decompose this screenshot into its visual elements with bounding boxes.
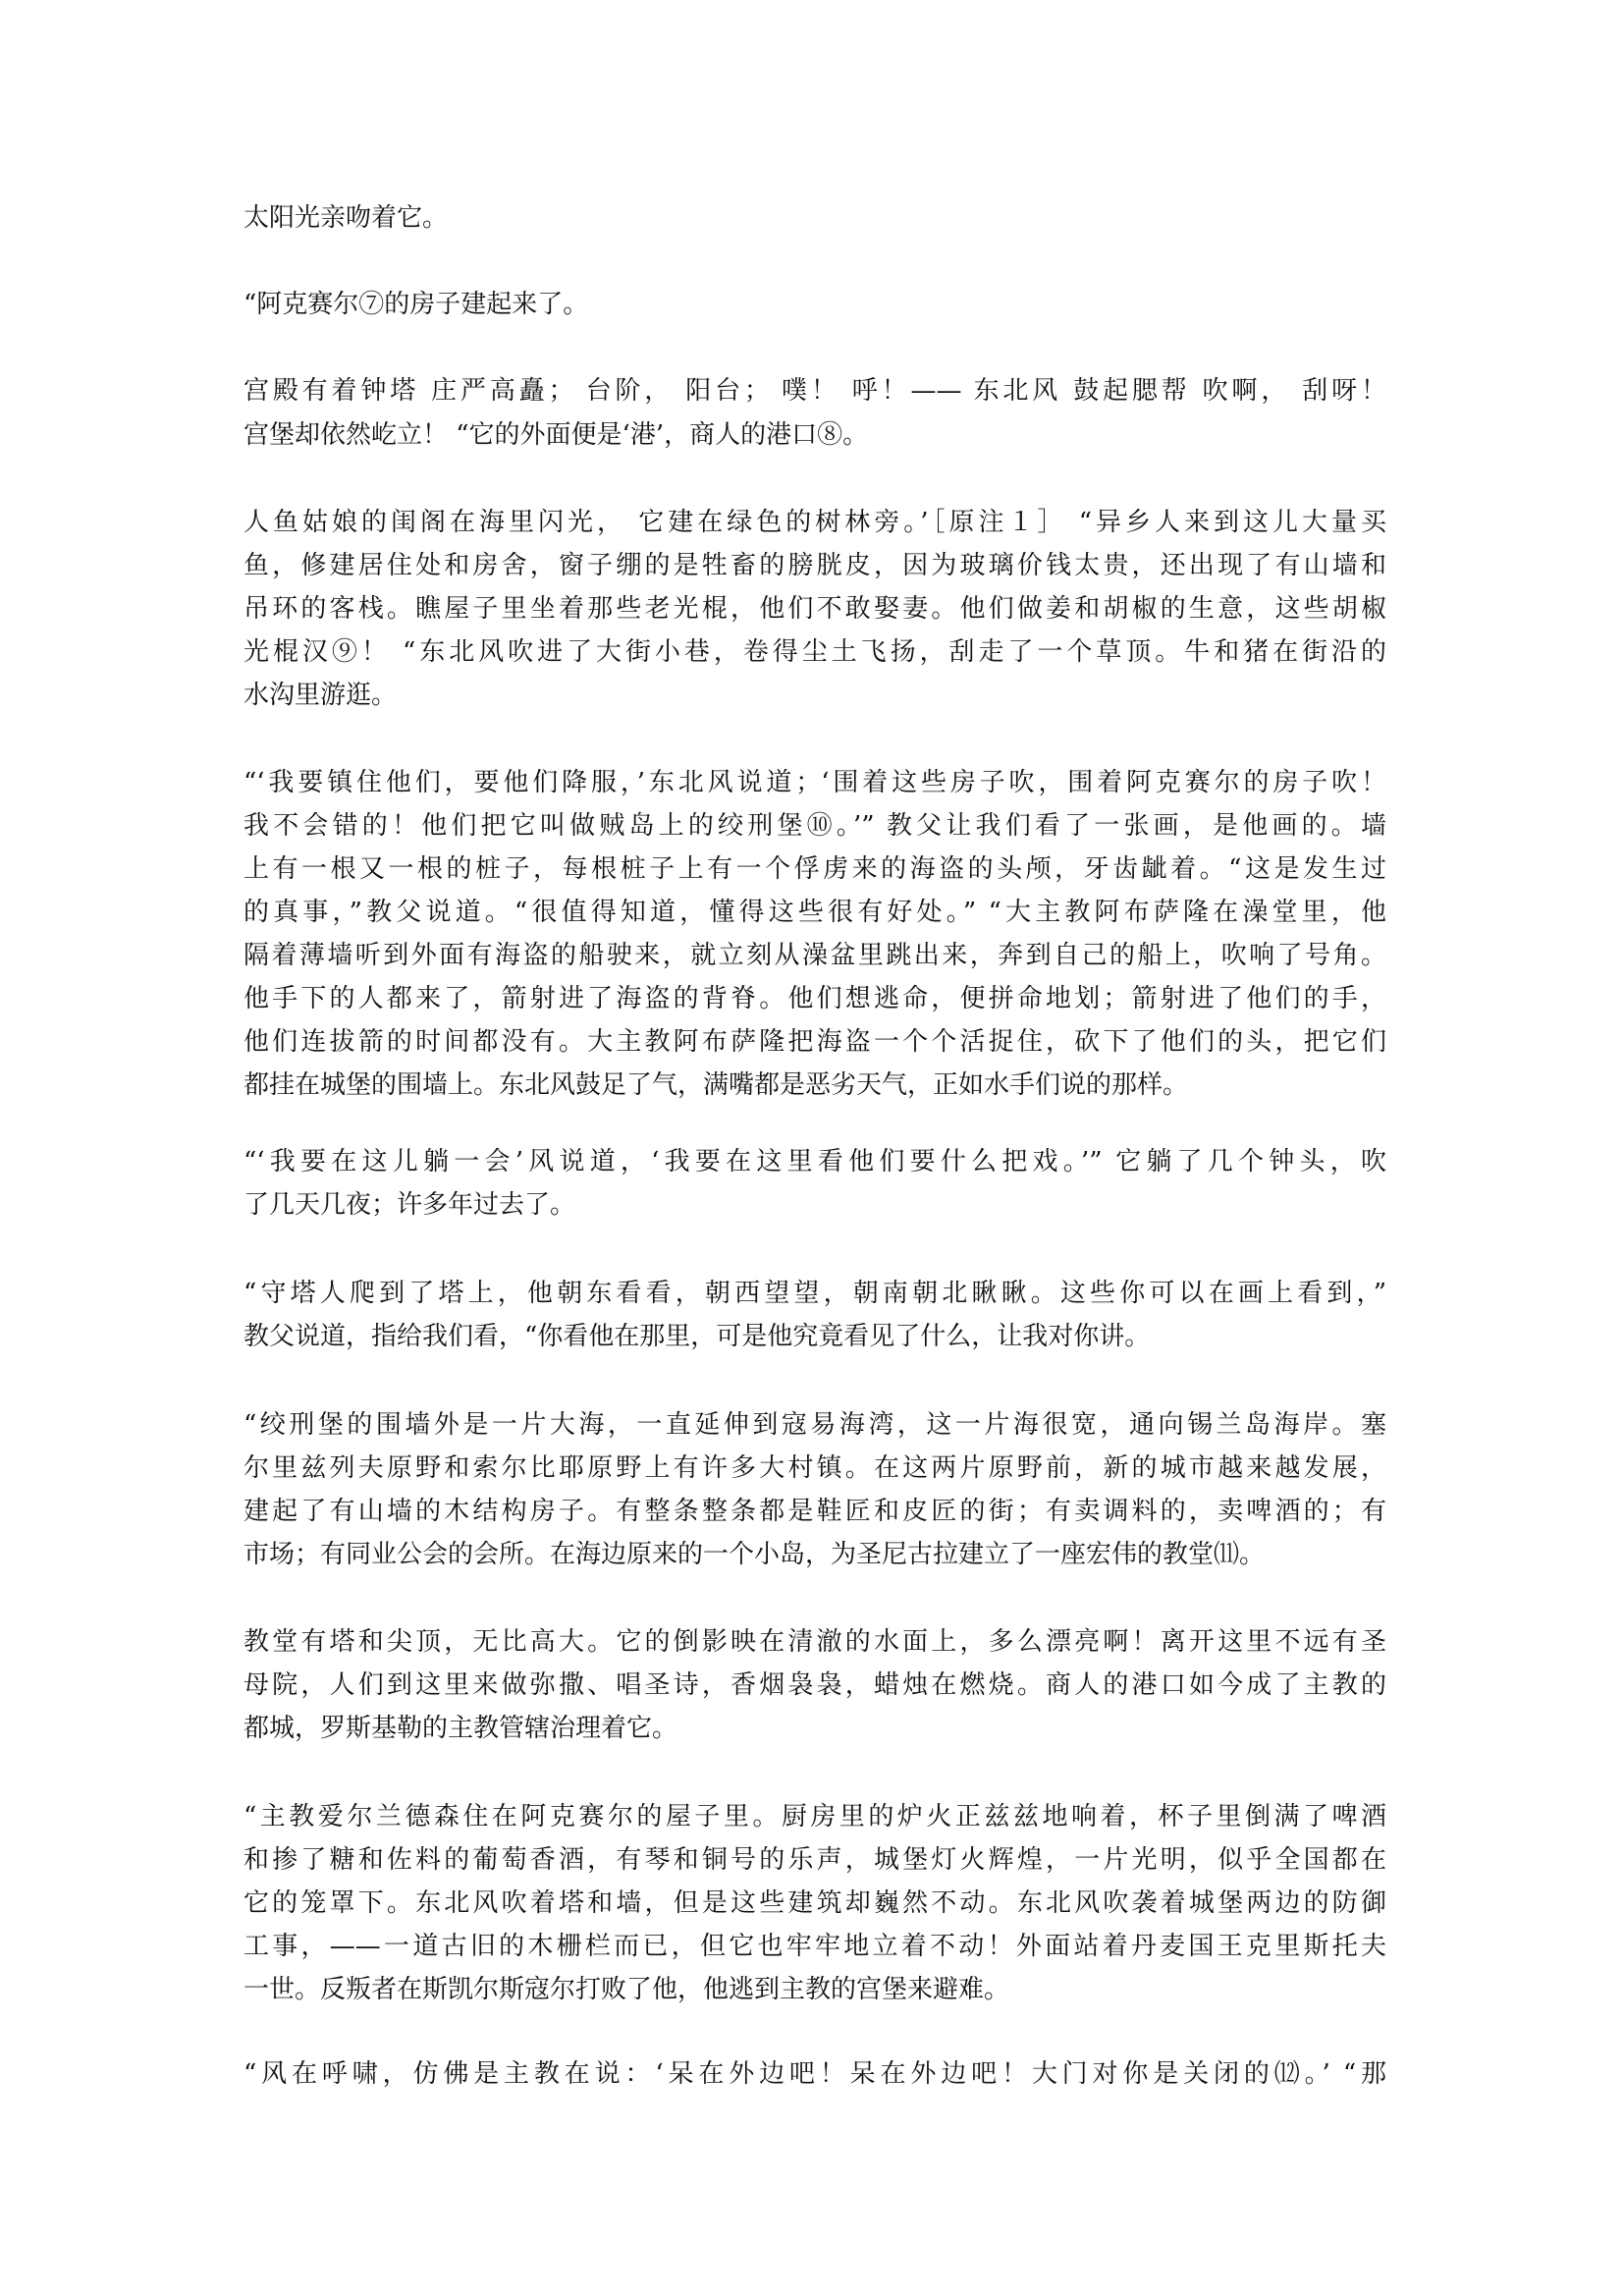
text-line: 他们连拔箭的时间都没有。大主教阿布萨隆把海盗一个个活捉住，砍下了他们的头，把它们	[243, 1027, 1386, 1057]
text-line: 水沟里游逛。	[243, 681, 398, 710]
text-line: “风在呼啸，仿佛是主教在说：‘呆在外边吧！呆在外边吧！大门对你是关闭的⑿。’ “那	[243, 2059, 1386, 2089]
document-page	[243, 0, 1386, 2296]
text-line: 宫堡却依然屹立！ “它的外面便是‘港’，商人的港口⑧。	[243, 420, 869, 450]
text-line: 母院，人们到这里来做弥撒、唱圣诗，香烟袅袅，蜡烛在燃烧。商人的港口如今成了主教的	[243, 1670, 1386, 1700]
text-line: 尔里兹列夫原野和索尔比耶原野上有许多大村镇。在这两片原野前，新的城市越来越发展，	[243, 1453, 1386, 1483]
text-line: 上有一根又一根的桩子，每根桩子上有一个俘虏来的海盗的头颅，牙齿龇着。“这是发生过	[243, 854, 1386, 884]
text-line: 它的笼罩下。东北风吹着塔和墙，但是这些建筑却巍然不动。东北风吹袭着城堡两边的防御	[243, 1888, 1386, 1918]
text-line: 了几天几夜；许多年过去了。	[243, 1190, 576, 1220]
text-line: “‘我要在这儿躺一会’风说道，‘我要在这里看他们要什么把戏。’” 它躺了几个钟头，吹	[243, 1147, 1386, 1176]
text-line: 他手下的人都来了，箭射进了海盗的背脊。他们想逃命，便拼命地划；箭射进了他们的手，	[243, 984, 1386, 1013]
text-line: 吊环的客栈。瞧屋子里坐着那些老光棍，他们不敢娶妻。他们做姜和胡椒的生意，这些胡椒	[243, 594, 1386, 624]
text-line: “绞刑堡的围墙外是一片大海，一直延伸到寇易海湾，这一片海很宽，通向锡兰岛海岸。塞	[243, 1410, 1386, 1440]
text-line: 一世。反叛者在斯凯尔斯寇尔打败了他，他逃到主教的宫堡来避难。	[243, 1975, 1010, 2004]
text-line: “主教爱尔兰德森住在阿克赛尔的屋子里。厨房里的炉火正兹兹地响着，杯子里倒满了啤酒	[243, 1802, 1386, 1831]
text-line: 我不会错的！他们把它叫做贼岛上的绞刑堡⑩。’” 教父让我们看了一张画，是他画的。墙	[243, 811, 1386, 841]
text-line: 教堂有塔和尖顶，无比高大。它的倒影映在清澈的水面上，多么漂亮啊！离开这里不远有圣	[243, 1627, 1386, 1657]
text-line: 人鱼姑娘的闺阁在海里闪光， 它建在绿色的树林旁。’［原注１］ “异乡人来到这儿大量买	[243, 508, 1386, 537]
text-line: 隔着薄墙听到外面有海盗的船驶来，就立刻从澡盆里跳出来，奔到自己的船上，吹响了号角。	[243, 941, 1386, 970]
text-line: “守塔人爬到了塔上，他朝东看看，朝西望望，朝南朝北瞅瞅。这些你可以在画上看到，”	[243, 1279, 1386, 1308]
text-line: 宫殿有着钟塔 庄严高矗； 台阶， 阳台； 噗！ 呼！—— 东北风 鼓起腮帮 吹啊， 刮呀！	[243, 376, 1386, 406]
text-line: 的真事，”教父说道。“很值得知道，懂得这些很有好处。” “大主教阿布萨隆在澡堂里，他	[243, 898, 1386, 927]
text-line: 都城，罗斯基勒的主教管辖治理着它。	[243, 1714, 678, 1743]
text-line: “‘我要镇住他们，要他们降服，’东北风说道；‘围着这些房子吹，围着阿克赛尔的房子吹！	[243, 768, 1386, 797]
text-line: “阿克赛尔⑦的房子建起来了。	[243, 290, 589, 319]
text-line: 和掺了糖和佐料的葡萄香酒，有琴和铜号的乐声，城堡灯火辉煌，一片光明，似乎全国都在	[243, 1845, 1386, 1875]
text-line: 教父说道，指给我们看，“你看他在那里，可是他究竟看见了什么，让我对你讲。	[243, 1322, 1151, 1351]
text-line: 鱼，修建居住处和房舍，窗子绷的是牲畜的膀胱皮，因为玻璃价钱太贵，还出现了有山墙和	[243, 551, 1386, 580]
text-line: 建起了有山墙的木结构房子。有整条整条都是鞋匠和皮匠的街；有卖调料的，卖啤酒的；有	[243, 1497, 1386, 1526]
text-line: 太阳光亲吻着它。	[243, 203, 449, 233]
text-line: 工事，——一道古旧的木栅栏而已，但它也牢牢地立着不动！外面站着丹麦国王克里斯托夫	[243, 1932, 1386, 1961]
text-line: 都挂在城堡的围墙上。东北风鼓足了气，满嘴都是恶劣天气，正如水手们说的那样。	[243, 1070, 1189, 1100]
text-line: 市场；有同业公会的会所。在海边原来的一个小岛，为圣尼古拉建立了一座宏伟的教堂⑾。	[243, 1540, 1266, 1569]
text-line: 光棍汉⑨！ “东北风吹进了大街小巷，卷得尘土飞扬，刮走了一个草顶。牛和猪在街沿的	[243, 637, 1386, 667]
